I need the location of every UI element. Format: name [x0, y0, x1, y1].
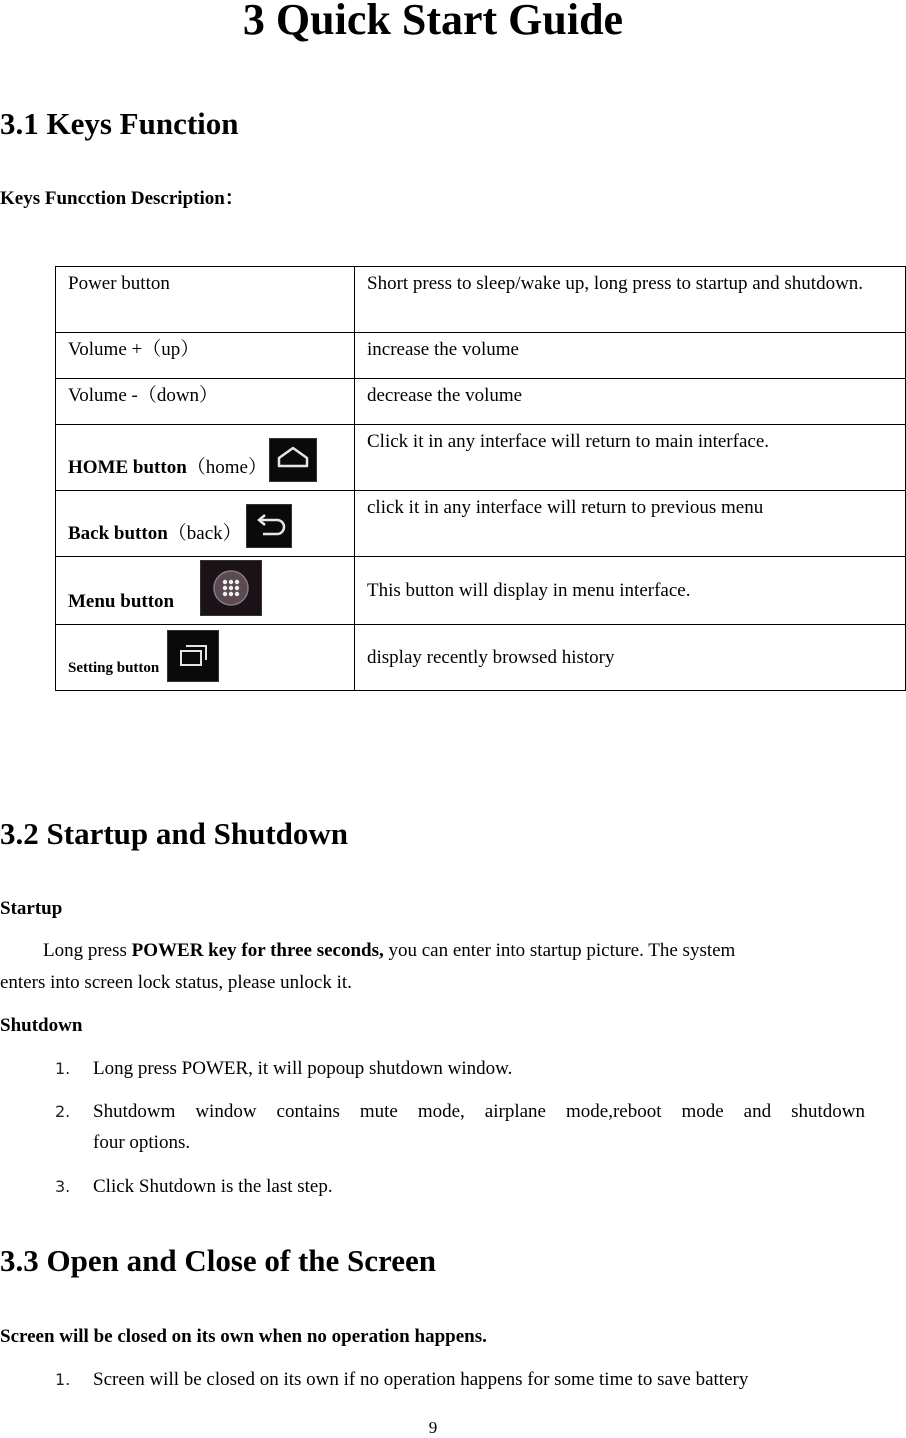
key-description: display recently browsed history: [355, 625, 906, 691]
keys-description-subheading: Keys Funcction Description：: [0, 188, 244, 209]
list-text-continued: four options.: [93, 1132, 191, 1153]
table-row: [56, 425, 906, 491]
list-number: 3.: [55, 1177, 71, 1196]
section-heading-screen: 3.3 Open and Close of the Screen: [0, 1243, 437, 1278]
table-row: [56, 333, 906, 379]
key-name-extra: （home）: [186, 457, 267, 478]
list-item: [55, 1097, 865, 1159]
key-name-bold: HOME button: [68, 457, 187, 478]
key-description: increase the volume: [355, 333, 906, 379]
list-item: [55, 1365, 865, 1395]
recent-apps-icon: [167, 630, 219, 682]
table-row: [56, 379, 906, 425]
list-number: 2.: [55, 1102, 71, 1121]
key-name: Volume +（up）: [56, 333, 355, 379]
list-item: [55, 1054, 865, 1084]
key-description: This button will display in menu interface.: [355, 557, 906, 625]
menu-apps-icon: [200, 560, 262, 616]
startup-text-pre: Long press: [43, 940, 132, 961]
key-description: click it in any interface will return to previous menu: [355, 491, 906, 557]
home-icon: [269, 438, 317, 482]
key-name-bold: Back button: [68, 523, 168, 544]
startup-text-post: you can enter into startup picture. The system: [383, 940, 736, 961]
table-row: [56, 557, 906, 625]
startup-paragraph-line2: enters into screen lock status, please unlock it.: [0, 972, 352, 993]
list-text: Long press POWER, it will popoup shutdown window.: [93, 1058, 513, 1079]
key-description: decrease the volume: [355, 379, 906, 425]
key-name-home: [56, 425, 355, 491]
key-name-setting: [56, 625, 355, 691]
key-name-bold: Setting button: [68, 660, 160, 676]
table-row: [56, 625, 906, 691]
page-title: 3 Quick Start Guide: [242, 0, 624, 44]
shutdown-label: Shutdown: [0, 1015, 83, 1036]
table-row: [56, 267, 906, 333]
key-name-bold: Menu button: [68, 591, 175, 612]
key-name-back: [56, 491, 355, 557]
list-text: Shutdowm window contains mute mode, airplane mode,reboot mode and shutdown: [93, 1101, 865, 1122]
key-name-menu: [56, 557, 355, 625]
page-number: 9: [428, 1418, 438, 1437]
key-description: Short press to sleep/wake up, long press to startup and shutdown.: [355, 267, 906, 333]
list-item: [55, 1172, 865, 1202]
key-name: Volume -（down）: [56, 379, 355, 425]
startup-text-bold: POWER key for three seconds,: [131, 940, 384, 961]
screen-subheading: Screen will be closed on its own when no operation happens.: [0, 1326, 487, 1347]
startup-paragraph-line1: [43, 936, 735, 966]
table-row: [56, 491, 906, 557]
key-name: Power button: [56, 267, 355, 333]
key-name-extra: （back）: [167, 523, 242, 544]
list-number: 1.: [55, 1370, 71, 1389]
section-heading-keys-function: 3.1 Keys Function: [0, 106, 239, 141]
key-description: Click it in any interface will return to main interface.: [355, 425, 906, 491]
startup-label: Startup: [0, 898, 63, 919]
list-text: Click Shutdown is the last step.: [93, 1176, 333, 1197]
back-icon: [246, 504, 292, 548]
list-text: Screen will be closed on its own if no operation happens for some time to save battery: [93, 1369, 749, 1390]
list-number: 1.: [55, 1059, 71, 1078]
section-heading-startup-shutdown: 3.2 Startup and Shutdown: [0, 816, 349, 851]
keys-function-table: [55, 266, 906, 691]
